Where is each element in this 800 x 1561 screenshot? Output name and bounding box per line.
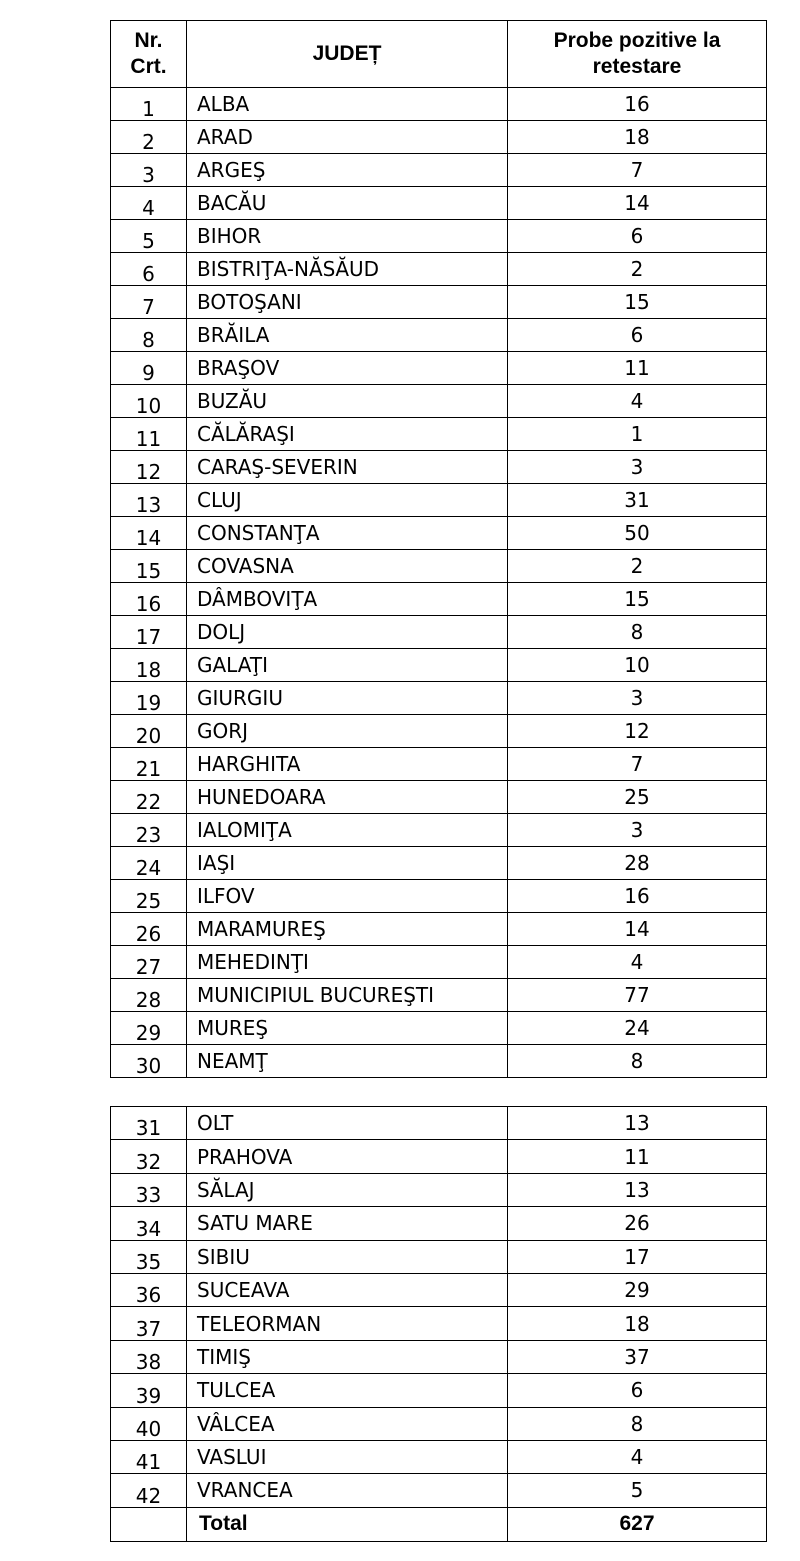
- table-row: [111, 484, 767, 517]
- county-name-cell: ARAD: [187, 121, 508, 154]
- header-nr-crt: [111, 21, 187, 88]
- table-row: [111, 616, 767, 649]
- row-number-cell: 28: [111, 979, 187, 1012]
- positive-count-cell: 11: [508, 1140, 767, 1173]
- total-nr-cell: [111, 1507, 187, 1541]
- positive-count-cell: 11: [508, 352, 767, 385]
- table-row: [111, 913, 767, 946]
- county-name-cell: MARAMUREŞ: [187, 913, 508, 946]
- row-number-cell: 29: [111, 1012, 187, 1045]
- positive-count-cell: 29: [508, 1273, 767, 1306]
- row-number-cell: 12: [111, 451, 187, 484]
- row-number-cell: 33: [111, 1173, 187, 1206]
- row-number-cell: 4: [111, 187, 187, 220]
- row-number-cell: 7: [111, 286, 187, 319]
- positive-count-cell: 13: [508, 1107, 767, 1140]
- table-row: [111, 385, 767, 418]
- county-name-cell: TIMIŞ: [187, 1340, 508, 1373]
- table-row: [111, 649, 767, 682]
- table-row: [111, 220, 767, 253]
- row-number-cell: 3: [111, 154, 187, 187]
- positive-count-cell: 15: [508, 583, 767, 616]
- table-row: [111, 946, 767, 979]
- positive-count-cell: 7: [508, 154, 767, 187]
- table-row: [111, 1340, 767, 1373]
- row-number-cell: 40: [111, 1407, 187, 1440]
- table-row: [111, 781, 767, 814]
- header-row: [111, 21, 767, 88]
- county-name-cell: CLUJ: [187, 484, 508, 517]
- positive-count-cell: 17: [508, 1240, 767, 1273]
- positive-count-cell: 50: [508, 517, 767, 550]
- county-name-cell: SATU MARE: [187, 1207, 508, 1240]
- table-row: [111, 1407, 767, 1440]
- table-row: [111, 1045, 767, 1078]
- county-name-cell: ALBA: [187, 88, 508, 121]
- county-name-cell: GALAŢI: [187, 649, 508, 682]
- positive-count-cell: 1: [508, 418, 767, 451]
- table-row: [111, 1140, 767, 1173]
- table-row: [111, 418, 767, 451]
- positive-count-cell: 25: [508, 781, 767, 814]
- positive-count-cell: 8: [508, 1407, 767, 1440]
- county-name-cell: BOTOŞANI: [187, 286, 508, 319]
- positive-count-cell: 6: [508, 220, 767, 253]
- table-row: [111, 187, 767, 220]
- county-name-cell: BRĂILA: [187, 319, 508, 352]
- row-number-cell: 5: [111, 220, 187, 253]
- header-nr-line1: Nr.: [134, 29, 163, 52]
- row-number-cell: 14: [111, 517, 187, 550]
- table-row: [111, 748, 767, 781]
- row-number-cell: 8: [111, 319, 187, 352]
- row-number-cell: 15: [111, 550, 187, 583]
- table-row: [111, 88, 767, 121]
- positive-count-cell: 2: [508, 550, 767, 583]
- county-name-cell: HARGHITA: [187, 748, 508, 781]
- county-name-cell: HUNEDOARA: [187, 781, 508, 814]
- county-name-cell: MEHEDINŢI: [187, 946, 508, 979]
- row-number-cell: 16: [111, 583, 187, 616]
- county-name-cell: ARGEŞ: [187, 154, 508, 187]
- positive-count-cell: 13: [508, 1173, 767, 1206]
- row-number-cell: 27: [111, 946, 187, 979]
- row-number-cell: 2: [111, 121, 187, 154]
- row-number-cell: 42: [111, 1474, 187, 1507]
- positive-count-cell: 6: [508, 319, 767, 352]
- positive-count-cell: 7: [508, 748, 767, 781]
- county-name-cell: GIURGIU: [187, 682, 508, 715]
- table-row: [111, 1240, 767, 1273]
- row-number-cell: 23: [111, 814, 187, 847]
- table-row: [111, 517, 767, 550]
- county-name-cell: BUZĂU: [187, 385, 508, 418]
- positive-count-cell: 18: [508, 121, 767, 154]
- total-row: [111, 1507, 767, 1541]
- row-number-cell: 21: [111, 748, 187, 781]
- row-number-cell: 9: [111, 352, 187, 385]
- positive-count-cell: 2: [508, 253, 767, 286]
- table-row: [111, 715, 767, 748]
- row-number-cell: 17: [111, 616, 187, 649]
- positive-count-cell: 26: [508, 1207, 767, 1240]
- county-table-part-2: [110, 1106, 767, 1542]
- county-name-cell: CARAŞ-SEVERIN: [187, 451, 508, 484]
- total-label: Total: [187, 1507, 508, 1541]
- positive-count-cell: 3: [508, 682, 767, 715]
- row-number-cell: 41: [111, 1440, 187, 1473]
- county-table-part-1: [110, 20, 767, 1078]
- county-name-cell: COVASNA: [187, 550, 508, 583]
- row-number-cell: 25: [111, 880, 187, 913]
- county-name-cell: SĂLAJ: [187, 1173, 508, 1206]
- table-row: [111, 847, 767, 880]
- county-name-cell: IAŞI: [187, 847, 508, 880]
- positive-count-cell: 8: [508, 616, 767, 649]
- county-name-cell: VRANCEA: [187, 1474, 508, 1507]
- county-name-cell: NEAMŢ: [187, 1045, 508, 1078]
- table-row: [111, 1207, 767, 1240]
- row-number-cell: 13: [111, 484, 187, 517]
- county-name-cell: TULCEA: [187, 1374, 508, 1407]
- table-row: [111, 1173, 767, 1206]
- county-name-cell: BIHOR: [187, 220, 508, 253]
- positive-count-cell: 4: [508, 385, 767, 418]
- row-number-cell: 34: [111, 1207, 187, 1240]
- total-value: 627: [508, 1507, 767, 1541]
- row-number-cell: 22: [111, 781, 187, 814]
- table-row: [111, 286, 767, 319]
- table-row: [111, 1474, 767, 1507]
- row-number-cell: 38: [111, 1340, 187, 1373]
- positive-count-cell: 18: [508, 1307, 767, 1340]
- positive-count-cell: 16: [508, 880, 767, 913]
- table-row: [111, 814, 767, 847]
- county-name-cell: CONSTANŢA: [187, 517, 508, 550]
- row-number-cell: 37: [111, 1307, 187, 1340]
- row-number-cell: 32: [111, 1140, 187, 1173]
- county-name-cell: VÂLCEA: [187, 1407, 508, 1440]
- table-row: [111, 319, 767, 352]
- table-row: [111, 253, 767, 286]
- table-row: [111, 682, 767, 715]
- table-row: [111, 154, 767, 187]
- row-number-cell: 24: [111, 847, 187, 880]
- county-name-cell: CĂLĂRAŞI: [187, 418, 508, 451]
- table-row: [111, 1374, 767, 1407]
- positive-count-cell: 5: [508, 1474, 767, 1507]
- positive-count-cell: 77: [508, 979, 767, 1012]
- positive-count-cell: 10: [508, 649, 767, 682]
- county-name-cell: MUNICIPIUL BUCUREŞTI: [187, 979, 508, 1012]
- table-row: [111, 583, 767, 616]
- table-row: [111, 880, 767, 913]
- positive-count-cell: 14: [508, 187, 767, 220]
- positive-count-cell: 24: [508, 1012, 767, 1045]
- table-row: [111, 979, 767, 1012]
- table-row: [111, 1107, 767, 1140]
- county-name-cell: GORJ: [187, 715, 508, 748]
- table-row: [111, 1307, 767, 1340]
- table-row: [111, 451, 767, 484]
- positive-count-cell: 8: [508, 1045, 767, 1078]
- row-number-cell: 30: [111, 1045, 187, 1078]
- positive-count-cell: 31: [508, 484, 767, 517]
- row-number-cell: 36: [111, 1273, 187, 1306]
- row-number-cell: 19: [111, 682, 187, 715]
- row-number-cell: 10: [111, 385, 187, 418]
- table-row: [111, 1440, 767, 1473]
- table-row: [111, 550, 767, 583]
- row-number-cell: 39: [111, 1374, 187, 1407]
- county-name-cell: TELEORMAN: [187, 1307, 508, 1340]
- row-number-cell: 1: [111, 88, 187, 121]
- county-name-cell: MUREŞ: [187, 1012, 508, 1045]
- positive-count-cell: 3: [508, 814, 767, 847]
- county-name-cell: BACĂU: [187, 187, 508, 220]
- row-number-cell: 11: [111, 418, 187, 451]
- header-probe-line1: Probe pozitive la: [553, 29, 721, 52]
- county-name-cell: VASLUI: [187, 1440, 508, 1473]
- positive-count-cell: 16: [508, 88, 767, 121]
- table-row: [111, 1012, 767, 1045]
- county-name-cell: DOLJ: [187, 616, 508, 649]
- row-number-cell: 31: [111, 1107, 187, 1140]
- county-name-cell: OLT: [187, 1107, 508, 1140]
- county-name-cell: BRAŞOV: [187, 352, 508, 385]
- header-probe-line2: retestare: [592, 55, 682, 78]
- row-number-cell: 18: [111, 649, 187, 682]
- table-row: [111, 1273, 767, 1306]
- positive-count-cell: 15: [508, 286, 767, 319]
- positive-count-cell: 37: [508, 1340, 767, 1373]
- row-number-cell: 6: [111, 253, 187, 286]
- row-number-cell: 35: [111, 1240, 187, 1273]
- header-probe-pozitive: [508, 21, 767, 88]
- positive-count-cell: 28: [508, 847, 767, 880]
- table-row: [111, 352, 767, 385]
- header-judet: JUDEȚ: [187, 21, 508, 88]
- row-number-cell: 26: [111, 913, 187, 946]
- positive-count-cell: 14: [508, 913, 767, 946]
- county-name-cell: SIBIU: [187, 1240, 508, 1273]
- county-name-cell: PRAHOVA: [187, 1140, 508, 1173]
- county-name-cell: SUCEAVA: [187, 1273, 508, 1306]
- county-name-cell: BISTRIŢA-NĂSĂUD: [187, 253, 508, 286]
- table-row: [111, 121, 767, 154]
- positive-count-cell: 6: [508, 1374, 767, 1407]
- positive-count-cell: 12: [508, 715, 767, 748]
- positive-count-cell: 4: [508, 946, 767, 979]
- county-name-cell: IALOMIŢA: [187, 814, 508, 847]
- header-nr-line2: Crt.: [130, 55, 167, 78]
- row-number-cell: 20: [111, 715, 187, 748]
- county-name-cell: ILFOV: [187, 880, 508, 913]
- positive-count-cell: 4: [508, 1440, 767, 1473]
- county-name-cell: DÂMBOVIŢA: [187, 583, 508, 616]
- positive-count-cell: 3: [508, 451, 767, 484]
